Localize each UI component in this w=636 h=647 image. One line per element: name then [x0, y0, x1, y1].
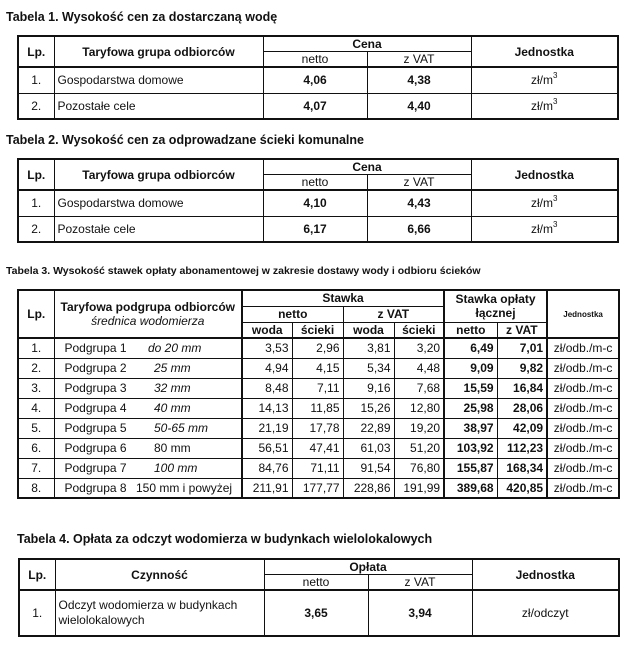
table-row [18, 358, 619, 378]
row-total-net: 15,59 [444, 378, 497, 398]
table-row [18, 458, 619, 478]
row-diameter: 50-65 mm [132, 418, 242, 438]
header-total-line1: Stawka opłaty [455, 292, 536, 307]
row-water-vat: 22,89 [343, 418, 394, 438]
header-fee: Opłata [264, 559, 472, 575]
row-net: 4,06 [263, 67, 367, 93]
table-row [18, 418, 619, 438]
header-sewage-net: ścieki [292, 322, 343, 338]
row-vat: 3,94 [368, 590, 472, 636]
row-water-net: 21,19 [242, 418, 292, 438]
table2 [17, 158, 619, 243]
row-lp: 1. [19, 590, 55, 636]
row-vat: 6,66 [367, 216, 471, 242]
header-net: netto [264, 575, 368, 591]
row-unit: zł/odb./m-c [547, 358, 619, 378]
header-group: Taryfowa grupa odbiorców [54, 36, 263, 67]
row-water-vat: 91,54 [343, 458, 394, 478]
row-lp: 5. [18, 418, 54, 438]
table2-title: Tabela 2. Wysokość cen za odprowadzane ścieki komunalne [6, 133, 364, 147]
row-group: Gospodarstwa domowe [54, 67, 263, 93]
row-activity-line2: wielolokalowych [58, 613, 145, 627]
row-sewage-vat: 76,80 [394, 458, 444, 478]
table-row [18, 398, 619, 418]
header-net: netto [242, 306, 343, 322]
row-water-net: 14,13 [242, 398, 292, 418]
header-lp: Lp. [19, 559, 55, 590]
row-net: 4,10 [263, 190, 367, 216]
header-group: Taryfowa grupa odbiorców [54, 159, 263, 190]
row-diameter: 150 mm i powyżej [132, 478, 242, 498]
row-water-vat: 5,34 [343, 358, 394, 378]
row-vat: 4,43 [367, 190, 471, 216]
row-water-vat: 15,26 [343, 398, 394, 418]
table-row [18, 190, 618, 216]
row-unit: zł/odczyt [472, 590, 619, 636]
row-sewage-vat: 4,48 [394, 358, 444, 378]
row-sewage-vat: 51,20 [394, 438, 444, 458]
header-total-line2: łącznej [475, 306, 516, 321]
header-water-vat: woda [343, 322, 394, 338]
row-sewage-vat: 12,80 [394, 398, 444, 418]
table-row [18, 438, 619, 458]
row-total-net: 38,97 [444, 418, 497, 438]
row-total-vat: 7,01 [497, 338, 547, 358]
row-total-vat: 42,09 [497, 418, 547, 438]
row-total-net: 389,68 [444, 478, 497, 498]
row-unit: zł/odb./m-c [547, 418, 619, 438]
header-group-sub: średnica wodomierza [91, 314, 205, 328]
row-water-vat: 228,86 [343, 478, 394, 498]
row-sewage-vat: 3,20 [394, 338, 444, 358]
row-vat: 4,38 [367, 67, 471, 93]
row-lp: 1. [18, 338, 54, 358]
table-row [18, 67, 618, 93]
header-vat: z VAT [367, 175, 471, 191]
row-diameter: do 20 mm [132, 338, 242, 358]
header-group-title: Taryfowa podgrupa odbiorców [60, 300, 235, 314]
row-sewage-net: 17,78 [292, 418, 343, 438]
header-unit: Jednostka [471, 36, 618, 67]
header-group [54, 290, 242, 338]
row-water-vat: 61,03 [343, 438, 394, 458]
table-row [19, 590, 619, 636]
row-sewage-net: 47,41 [292, 438, 343, 458]
row-lp: 3. [18, 378, 54, 398]
row-water-vat: 3,81 [343, 338, 394, 358]
row-total-net: 155,87 [444, 458, 497, 478]
row-unit: $zł/m^3$ [471, 190, 618, 216]
row-net: 6,17 [263, 216, 367, 242]
row-unit: zł/odb./m-c [547, 338, 619, 358]
row-group: Podgrupa 5 [54, 418, 132, 438]
row-lp: 8. [18, 478, 54, 498]
table4-title: Tabela 4. Opłata za odczyt wodomierza w budynkach wielolokalowych [17, 532, 433, 546]
row-group: Pozostałe cele [54, 216, 263, 242]
table-row [18, 93, 618, 119]
header-price: Cena [263, 159, 471, 175]
header-lp: Lp. [18, 290, 54, 338]
row-lp: 6. [18, 438, 54, 458]
table1-title: Tabela 1. Wysokość cen za dostarczaną wodę [6, 10, 278, 24]
header-total-net: netto [444, 322, 497, 338]
table-row [18, 478, 619, 498]
row-unit: zł/odb./m-c [547, 438, 619, 458]
row-diameter: 32 mm [132, 378, 242, 398]
row-group: Podgrupa 2 [54, 358, 132, 378]
header-net: netto [263, 52, 367, 68]
row-group: Podgrupa 1 [54, 338, 132, 358]
header-unit: Jednostka [471, 159, 618, 190]
row-total-vat: 112,23 [497, 438, 547, 458]
row-lp: 1. [18, 67, 54, 93]
header-activity: Czynność [55, 559, 264, 590]
row-total-vat: 28,06 [497, 398, 547, 418]
row-activity-line1: Odczyt wodomierza w budynkach [58, 598, 238, 612]
row-sewage-vat: 191,99 [394, 478, 444, 498]
row-group: Podgrupa 3 [54, 378, 132, 398]
row-water-net: 56,51 [242, 438, 292, 458]
row-water-net: 8,48 [242, 378, 292, 398]
table4 [18, 558, 620, 637]
row-water-vat: 9,16 [343, 378, 394, 398]
row-unit: zł/odb./m-c [547, 398, 619, 418]
table1 [17, 35, 619, 120]
row-lp: 2. [18, 93, 54, 119]
row-sewage-vat: 7,68 [394, 378, 444, 398]
row-total-vat: 9,82 [497, 358, 547, 378]
table-row [18, 378, 619, 398]
row-total-vat: 168,34 [497, 458, 547, 478]
table3-title: Tabela 3. Wysokość stawek opłaty abonamentowej w zakresie dostawy wody i odbioru ścieków [6, 265, 481, 277]
row-diameter: 25 mm [132, 358, 242, 378]
row-diameter: 40 mm [132, 398, 242, 418]
header-water-net: woda [242, 322, 292, 338]
row-vat: 4,40 [367, 93, 471, 119]
row-sewage-net: 71,11 [292, 458, 343, 478]
row-total-vat: 420,85 [497, 478, 547, 498]
row-sewage-net: 11,85 [292, 398, 343, 418]
row-unit: zł/odb./m-c [547, 458, 619, 478]
row-unit: $zł/m^3$ [471, 93, 618, 119]
row-lp: 7. [18, 458, 54, 478]
row-unit: zł/odb./m-c [547, 378, 619, 398]
header-lp: Lp. [18, 159, 54, 190]
row-water-net: 3,53 [242, 338, 292, 358]
row-total-net: 25,98 [444, 398, 497, 418]
header-net: netto [263, 175, 367, 191]
header-vat: z VAT [367, 52, 471, 68]
table-row [18, 216, 618, 242]
row-group: Podgrupa 4 [54, 398, 132, 418]
header-unit: Jednostka [547, 290, 619, 338]
row-sewage-net: 177,77 [292, 478, 343, 498]
row-diameter: 80 mm [132, 438, 242, 458]
header-sewage-vat: ścieki [394, 322, 444, 338]
header-total-vat: z VAT [497, 322, 547, 338]
row-sewage-net: 7,11 [292, 378, 343, 398]
row-unit: zł/odb./m-c [547, 478, 619, 498]
row-sewage-vat: 19,20 [394, 418, 444, 438]
header-total [444, 290, 547, 322]
row-water-net: 211,91 [242, 478, 292, 498]
row-net: 3,65 [264, 590, 368, 636]
header-vat: z VAT [368, 575, 472, 591]
row-lp: 2. [18, 216, 54, 242]
row-unit: $zł/m^3$ [471, 216, 618, 242]
row-group: Podgrupa 8 [54, 478, 132, 498]
row-group: Podgrupa 6 [54, 438, 132, 458]
table3 [17, 289, 620, 499]
row-total-vat: 16,84 [497, 378, 547, 398]
table-row [18, 338, 619, 358]
row-lp: 2. [18, 358, 54, 378]
header-rate: Stawka [242, 290, 444, 306]
row-total-net: 103,92 [444, 438, 497, 458]
row-lp: 4. [18, 398, 54, 418]
row-total-net: 9,09 [444, 358, 497, 378]
row-total-net: 6,49 [444, 338, 497, 358]
row-water-net: 4,94 [242, 358, 292, 378]
row-group: Pozostałe cele [54, 93, 263, 119]
header-vat: z VAT [343, 306, 444, 322]
header-unit: Jednostka [472, 559, 619, 590]
header-lp: Lp. [18, 36, 54, 67]
row-net: 4,07 [263, 93, 367, 119]
header-price: Cena [263, 36, 471, 52]
row-group: Gospodarstwa domowe [54, 190, 263, 216]
row-sewage-net: 2,96 [292, 338, 343, 358]
row-activity [55, 590, 264, 636]
row-group: Podgrupa 7 [54, 458, 132, 478]
row-lp: 1. [18, 190, 54, 216]
row-water-net: 84,76 [242, 458, 292, 478]
row-diameter: 100 mm [132, 458, 242, 478]
row-unit: $zł/m^3$ [471, 67, 618, 93]
row-sewage-net: 4,15 [292, 358, 343, 378]
